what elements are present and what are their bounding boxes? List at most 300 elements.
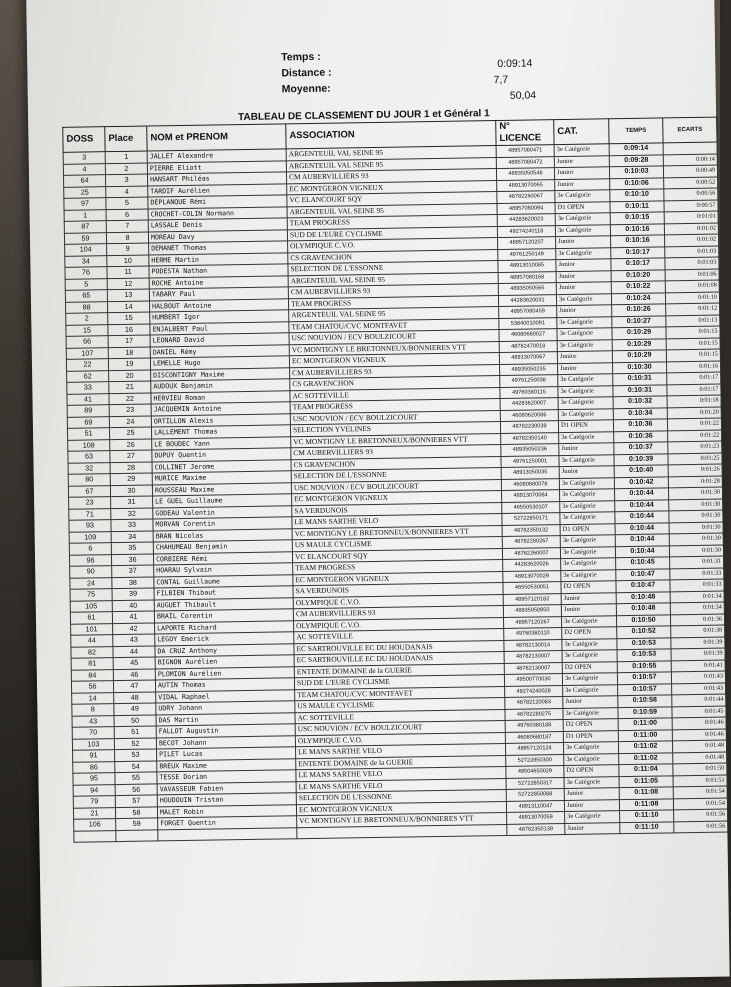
name-cell: AUTIN Thomas [155, 678, 294, 692]
association-cell: LE MANS SARTHE VELO [296, 778, 506, 793]
doss-cell: 56 [71, 681, 113, 693]
gap-cell: 0:01:10 [665, 292, 719, 304]
time-cell: 0:10:22 [611, 281, 665, 293]
gap-cell: 0:01:15 [666, 326, 720, 338]
category-cell: Junior [563, 696, 618, 708]
gap-cell: 0:01:54 [673, 786, 727, 798]
gap-cell: 0:01:02 [665, 234, 719, 246]
category-cell: 3e Catégorie [561, 558, 616, 570]
doss-cell: 80 [68, 474, 110, 486]
doss-cell: 44 [71, 635, 113, 647]
results-sheet [26, 0, 730, 987]
time-cell: 0:10:17 [611, 246, 665, 258]
association-cell: ARGENTEUIL VAL SEINE 95 [286, 157, 496, 172]
category-cell: Junior [564, 799, 619, 811]
time-cell: 0:11:08 [619, 787, 673, 799]
gap-cell: 0:01:43 [672, 683, 726, 695]
gap-cell: 0:01:22 [668, 430, 722, 442]
association-cell: US MAULE CYCLISME [292, 536, 502, 551]
category-cell: 3e Catégorie [555, 190, 610, 202]
category-cell: D1 OPEN [555, 201, 610, 213]
category-cell: 3e Catégorie [556, 293, 611, 305]
place-cell: 28 [110, 461, 152, 473]
time-cell: 0:10:29 [612, 338, 666, 350]
association-cell: ENTENTE DOMAINE de la GUERIE [294, 663, 504, 678]
category-cell: Junior [561, 592, 616, 604]
licence-cell: 48782280267 [502, 536, 560, 548]
association-cell: VC ELANCOURT SQY [287, 192, 497, 207]
gap-cell: 0:01:20 [667, 407, 721, 419]
time-cell: 0:10:48 [616, 603, 670, 615]
distance-value: 7,7 [493, 73, 509, 87]
time-cell: 0:11:00 [618, 729, 672, 741]
doss-cell: 87 [64, 221, 106, 233]
place-cell: 56 [115, 783, 157, 795]
licence-cell: 46080620086 [500, 409, 558, 421]
licence-cell: 48957080459 [499, 306, 557, 318]
time-cell: 0:11:02 [618, 741, 672, 753]
time-cell: 0:10:40 [614, 465, 668, 477]
gap-cell: 0:01:56 [674, 809, 728, 821]
licence-cell: 49500770030 [504, 674, 562, 686]
licence-cell: 48782350140 [501, 432, 559, 444]
category-cell: 3e Catégorie [557, 316, 612, 328]
association-cell: OLYMPIQUE C.V.O. [295, 732, 505, 747]
licence-cell: 44283620007 [500, 398, 558, 410]
licence-cell: 48935050950 [503, 605, 561, 617]
name-cell: DEPLANQUE Rémi [148, 195, 287, 209]
doss-cell: 21 [73, 807, 115, 819]
doss-cell: 43 [72, 715, 114, 727]
licence-cell: 48913070084 [502, 490, 560, 502]
place-cell: 48 [114, 691, 156, 703]
time-cell: 0:10:37 [614, 442, 668, 454]
doss-cell: 4 [63, 163, 105, 175]
time-cell: 0:11:02 [619, 752, 673, 764]
place-cell: 25 [109, 427, 151, 439]
place-cell: 54 [115, 760, 157, 772]
licence-cell: 44283620023 [497, 214, 555, 226]
gap-cell: 0:01:22 [667, 418, 721, 430]
category-cell: 3e Catégorie [556, 247, 611, 259]
gap-cell: 0:01:34 [670, 591, 724, 603]
moyenne-label: Moyenne: [281, 82, 331, 96]
category-cell: Junior [561, 604, 616, 616]
licence-cell: 48957080094 [497, 202, 555, 214]
time-cell: 0:10:11 [610, 200, 664, 212]
association-cell: VC MONTIGNY LE BRETONNEUX/BONNIERES VTT [292, 525, 502, 540]
association-cell: SUD DE L'EURE CYCLISME [294, 674, 504, 689]
time-cell: 0:10:06 [610, 177, 664, 189]
place-cell: 24 [109, 415, 151, 427]
page-title: TABLEAU DE CLASSEMENT DU JOUR 1 et Général 1 [238, 108, 490, 124]
place-cell: 52 [114, 737, 156, 749]
name-cell: HOUDOUIN Tristan [157, 793, 296, 807]
category-cell: D2 OPEN [564, 765, 619, 777]
gap-cell: 0:01:15 [666, 338, 720, 350]
category-cell: 3e Catégorie [559, 489, 614, 501]
time-cell: 0:10:59 [618, 706, 672, 718]
doss-cell: 1 [64, 209, 106, 221]
doss-cell: 91 [73, 750, 115, 762]
time-cell: 0:10:47 [616, 568, 670, 580]
name-cell: AUGUET Thibault [154, 597, 293, 611]
doss-cell: 8 [72, 704, 114, 716]
doss-cell: 81 [71, 658, 113, 670]
column-header-licence: N° LICENCE [496, 120, 554, 146]
category-cell: D1 OPEN [563, 730, 618, 742]
temps-value: 0:09:14 [497, 57, 533, 71]
place-cell: 3 [105, 174, 147, 186]
time-cell: 0:11:08 [619, 798, 673, 810]
category-cell: 3e Catégorie [563, 742, 618, 754]
place-cell: 51 [114, 726, 156, 738]
association-cell: ARGENTEUIL VAL SEINE 95 [289, 307, 499, 322]
time-cell: 0:11:04 [619, 764, 673, 776]
association-cell: EC MONTGERON VIGNEUX [296, 801, 506, 816]
place-cell: 4 [106, 186, 148, 198]
doss-cell: 22 [66, 359, 108, 371]
name-cell: LAPORTE Richard [155, 620, 294, 634]
licence-cell: 52722850171 [502, 513, 560, 525]
gap-cell: 0:01:03 [665, 246, 719, 258]
time-cell: 0:10:36 [613, 419, 667, 431]
category-cell: Junior [554, 155, 609, 167]
place-cell: 10 [107, 255, 149, 267]
doss-cell: 96 [69, 554, 111, 566]
association-cell: CM AUBERVILLIERS 93 [290, 364, 500, 379]
name-cell: TABARY Paul [149, 287, 288, 301]
category-cell: Junior [558, 362, 613, 374]
category-cell: 3e Catégorie [558, 374, 613, 386]
category-cell: D1 OPEN [558, 420, 613, 432]
time-cell: 0:10:48 [616, 591, 670, 603]
name-cell: GODEAU Valentin [153, 505, 292, 519]
place-cell [116, 829, 158, 841]
doss-cell: 67 [68, 485, 110, 497]
licence-cell: 48782130007 [504, 662, 562, 674]
licence-cell: 49760380115 [500, 386, 558, 398]
category-cell: 3e Catégorie [558, 397, 613, 409]
category-cell: 3e Catégorie [558, 385, 613, 397]
name-cell [158, 827, 297, 841]
licence-cell: 52722850088 [506, 789, 564, 801]
name-cell: DISCONTIGNY Maxime [151, 367, 290, 381]
time-cell: 0:10:16 [611, 235, 665, 247]
table-body [63, 142, 728, 842]
licence-cell: 48957080168 [498, 271, 556, 283]
association-cell: USC NOUVION / ECV BOULZICOURT [289, 330, 499, 345]
place-cell: 55 [115, 772, 157, 784]
place-cell: 7 [106, 220, 148, 232]
place-cell: 38 [112, 576, 154, 588]
doss-cell: 95 [73, 773, 115, 785]
licence-cell: 46550530051 [503, 582, 561, 594]
name-cell: LASSALE Denis [148, 218, 287, 232]
name-cell: PILET Lucas [157, 747, 296, 761]
name-cell: BRAIL Corentin [154, 609, 293, 623]
time-cell: 0:10:36 [614, 430, 668, 442]
category-cell: 3e Catégorie [563, 707, 618, 719]
name-cell: UDRY Johann [156, 701, 295, 715]
time-cell: 0:11:10 [620, 810, 674, 822]
doss-cell: 103 [72, 738, 114, 750]
name-cell: VAVASSEUR Fabien [157, 781, 296, 795]
place-cell: 36 [111, 553, 153, 565]
gap-cell: 0:01:46 [672, 717, 726, 729]
category-cell: 3e Catégorie [555, 213, 610, 225]
doss-cell: 75 [70, 589, 112, 601]
association-cell: ARGENTEUIL VAL SEINE 95 [287, 203, 497, 218]
doss-cell: 15 [66, 324, 108, 336]
time-cell: 0:10:44 [615, 522, 669, 534]
time-cell: 0:10:10 [610, 189, 664, 201]
category-cell: Junior [565, 822, 620, 834]
licence-cell: 48957120207 [498, 237, 556, 249]
licence-cell: 48957120182 [503, 593, 561, 605]
place-cell: 17 [108, 335, 150, 347]
licence-cell: 48782130007 [504, 651, 562, 663]
name-cell: LEONARD David [150, 333, 289, 347]
licence-cell: 48935050565 [498, 283, 556, 295]
name-cell: CONTAL Guillaume [154, 574, 293, 588]
association-cell: CS GRAVENCHON [288, 249, 498, 264]
association-cell: TEAM CHATOU/CVC MONTFAVET [295, 686, 505, 701]
place-cell: 35 [111, 542, 153, 554]
time-cell: 0:10:34 [613, 407, 667, 419]
place-cell: 20 [109, 369, 151, 381]
gap-cell: 0:01:39 [671, 648, 725, 660]
time-cell: 0:10:57 [618, 683, 672, 695]
association-cell: CM AUBERVILLIERS 93 [286, 169, 496, 184]
association-cell: EC SARTROUVILLE EC DU HOUDANAIS [294, 640, 504, 655]
place-cell: 58 [115, 806, 157, 818]
doss-cell: 24 [70, 577, 112, 589]
gap-cell: 0:01:41 [671, 660, 725, 672]
doss-cell: 14 [72, 692, 114, 704]
time-cell: 0:10:16 [610, 223, 664, 235]
doss-cell: 109 [69, 531, 111, 543]
association-cell: TEAM PROGRESS [290, 399, 500, 414]
place-cell: 49 [114, 703, 156, 715]
licence-cell: 49761250149 [498, 248, 556, 260]
category-cell: 3e Catégorie [560, 500, 615, 512]
association-cell: TEAM PROGRESS [288, 295, 498, 310]
gap-cell: 0:01:34 [670, 602, 724, 614]
gap-cell: 0:01:15 [666, 349, 720, 361]
licence-cell: 49761250038 [500, 375, 558, 387]
name-cell: MOREAU Davy [148, 229, 287, 243]
time-cell: 0:10:47 [616, 580, 670, 592]
category-cell: 3e Catégorie [560, 512, 615, 524]
category-cell: 3e Catégorie [561, 615, 616, 627]
time-cell: 0:10:44 [615, 511, 669, 523]
name-cell: JACQUEMIN Antoine [151, 402, 290, 416]
name-cell: MALET Robin [157, 804, 296, 818]
gap-cell [663, 142, 717, 154]
gap-cell: 0:01:26 [668, 464, 722, 476]
place-cell: 13 [107, 289, 149, 301]
time-cell: 0:10:24 [611, 292, 665, 304]
name-cell: DEMANET Thomas [149, 241, 288, 255]
association-cell: TEAM PROGRESS [287, 215, 497, 230]
name-cell: DUPUY Quentin [152, 448, 291, 462]
gap-cell: 0:01:30 [669, 522, 723, 534]
gap-cell: 0:01:16 [666, 361, 720, 373]
category-cell: 3e Catégorie [564, 776, 619, 788]
gap-cell: 0:01:38 [671, 625, 725, 637]
category-cell: 3e Catégorie [558, 408, 613, 420]
gap-cell: 0:00:14 [663, 154, 717, 166]
name-cell: PIERRE Eliott [147, 160, 286, 174]
name-cell: ENJALBERT Paul [150, 321, 289, 335]
time-cell: 0:10:20 [611, 269, 665, 281]
doss-cell: 107 [66, 347, 108, 359]
place-cell: 44 [113, 645, 155, 657]
name-cell: JALLET Alexandre [147, 149, 286, 163]
category-cell: 3e Catégorie [559, 477, 614, 489]
association-cell: OLYMPIQUE C.V.O. [294, 617, 504, 632]
category-cell: Junior [557, 351, 612, 363]
gap-cell: 0:01:48 [673, 751, 727, 763]
doss-cell: 89 [67, 405, 109, 417]
association-cell: CM AUBERVILLIERS 93 [291, 445, 501, 460]
doss-cell: 6 [69, 543, 111, 555]
licence-cell: 52722850300 [506, 754, 564, 766]
gap-cell: 0:01:39 [671, 637, 725, 649]
category-cell: 3e Catégorie [557, 328, 612, 340]
category-cell: Junior [557, 305, 612, 317]
category-cell: D1 OPEN [560, 523, 615, 535]
licence-cell: 48782350139 [507, 823, 565, 835]
place-cell: 37 [112, 565, 154, 577]
association-cell: SUD DE L'EURE CYCLISME [287, 226, 497, 241]
gap-cell: 0:01:03 [665, 257, 719, 269]
time-cell: 0:10:32 [613, 396, 667, 408]
time-cell: 0:10:39 [614, 453, 668, 465]
licence-cell: 49274240028 [505, 685, 563, 697]
licence-cell: 48782260067 [497, 191, 555, 203]
place-cell: 8 [106, 232, 148, 244]
place-cell: 42 [113, 622, 155, 634]
time-cell: 0:11:10 [620, 821, 674, 833]
association-cell: SELECTION DE L'ESSONNE [296, 789, 506, 804]
name-cell: FORGET Quentin [158, 816, 297, 830]
name-cell: DAS Martin [156, 712, 295, 726]
category-cell: D2 OPEN [561, 581, 616, 593]
doss-cell: 86 [73, 761, 115, 773]
doss-cell: 93 [69, 520, 111, 532]
place-cell: 29 [110, 473, 152, 485]
category-cell: Junior [559, 466, 614, 478]
category-cell: Junior [556, 236, 611, 248]
time-cell: 0:10:42 [614, 476, 668, 488]
time-cell: 0:10:17 [611, 258, 665, 270]
association-cell: AC SOTTEVILLE [294, 628, 504, 643]
gap-cell: 0:01:23 [668, 441, 722, 453]
gap-cell: 0:01:28 [668, 476, 722, 488]
name-cell: LALLEMENT Thomas [151, 425, 290, 439]
place-cell: 27 [110, 450, 152, 462]
time-cell: 0:09:14 [609, 143, 663, 155]
association-cell: ARGENTEUIL VAL SEINE 95 [288, 272, 498, 287]
licence-cell: 48913050035 [501, 467, 559, 479]
category-cell: 3e Catégorie [562, 650, 617, 662]
licence-cell: 49760380110 [504, 628, 562, 640]
name-cell: CROCHET-COLIN Normann [148, 206, 287, 220]
doss-cell: 2 [66, 313, 108, 325]
association-cell: LE MANS SARTHE VELO [292, 513, 502, 528]
gap-cell: 0:01:12 [666, 303, 720, 315]
place-cell: 12 [107, 278, 149, 290]
association-cell: SA VERDUNOIS [292, 502, 502, 517]
category-cell: Junior [555, 178, 610, 190]
place-cell: 34 [111, 530, 153, 542]
doss-cell: 63 [68, 451, 110, 463]
category-cell: 3e Catégorie [562, 638, 617, 650]
name-cell: BRAN Nicolas [153, 528, 292, 542]
licence-cell: 48782280275 [505, 708, 563, 720]
time-cell: 0:10:15 [610, 212, 664, 224]
category-cell: 3e Catégorie [561, 569, 616, 581]
association-cell: VC MONTIGNY LE BRETONNEUX/BONNIERES VTT [291, 433, 501, 448]
place-cell: 59 [116, 818, 158, 830]
place-cell: 45 [113, 657, 155, 669]
association-cell: TEAM PROGRESS [293, 559, 503, 574]
gap-cell: 0:00:57 [664, 200, 718, 212]
licence-cell: 48782470018 [499, 340, 557, 352]
gap-cell: 0:01:51 [673, 774, 727, 786]
licence-cell: 48782130014 [504, 639, 562, 651]
association-cell: CS GRAVENCHON [291, 456, 501, 471]
time-cell: 0:09:28 [609, 154, 663, 166]
licence-cell: 48913110047 [506, 800, 564, 812]
column-header-doss: DOSS [63, 127, 105, 153]
place-cell: 15 [108, 312, 150, 324]
doss-cell: 70 [72, 727, 114, 739]
name-cell: HOARAU Sylvain [154, 563, 293, 577]
time-cell: 0:10:50 [616, 614, 670, 626]
licence-cell: 48935050236 [501, 444, 559, 456]
category-cell: Junior [556, 270, 611, 282]
licence-cell: 48957080472 [496, 156, 554, 168]
name-cell: ROUSSEAU Maxime [152, 482, 291, 496]
doss-cell: 108 [68, 439, 110, 451]
time-cell: 0:10:29 [612, 327, 666, 339]
category-cell: D2 OPEN [563, 719, 618, 731]
licence-cell: 48782120083 [505, 697, 563, 709]
association-cell: USC NOUVION / ECV BOULZICOURT [290, 410, 500, 425]
name-cell: CORBIERE Rémi [153, 551, 292, 565]
gap-cell: 0:00:52 [664, 177, 718, 189]
name-cell: HERVIEU Roman [151, 390, 290, 404]
column-header-gap: ECARTS [663, 117, 717, 143]
doss-cell: 105 [70, 600, 112, 612]
name-cell: CHAHUMEAU Benjamin [153, 540, 292, 554]
place-cell: 5 [106, 197, 148, 209]
place-cell: 11 [107, 266, 149, 278]
category-cell: D2 OPEN [562, 661, 617, 673]
doss-cell: 61 [70, 612, 112, 624]
gap-cell: 0:01:30 [669, 510, 723, 522]
gap-cell: 0:01:46 [672, 728, 726, 740]
association-cell: CM AUBERVILLIERS 93 [293, 605, 503, 620]
place-cell: 31 [111, 496, 153, 508]
place-cell: 43 [113, 634, 155, 646]
results-table [62, 117, 728, 843]
doss-cell: 82 [71, 646, 113, 658]
licence-cell: 49504650029 [506, 766, 564, 778]
